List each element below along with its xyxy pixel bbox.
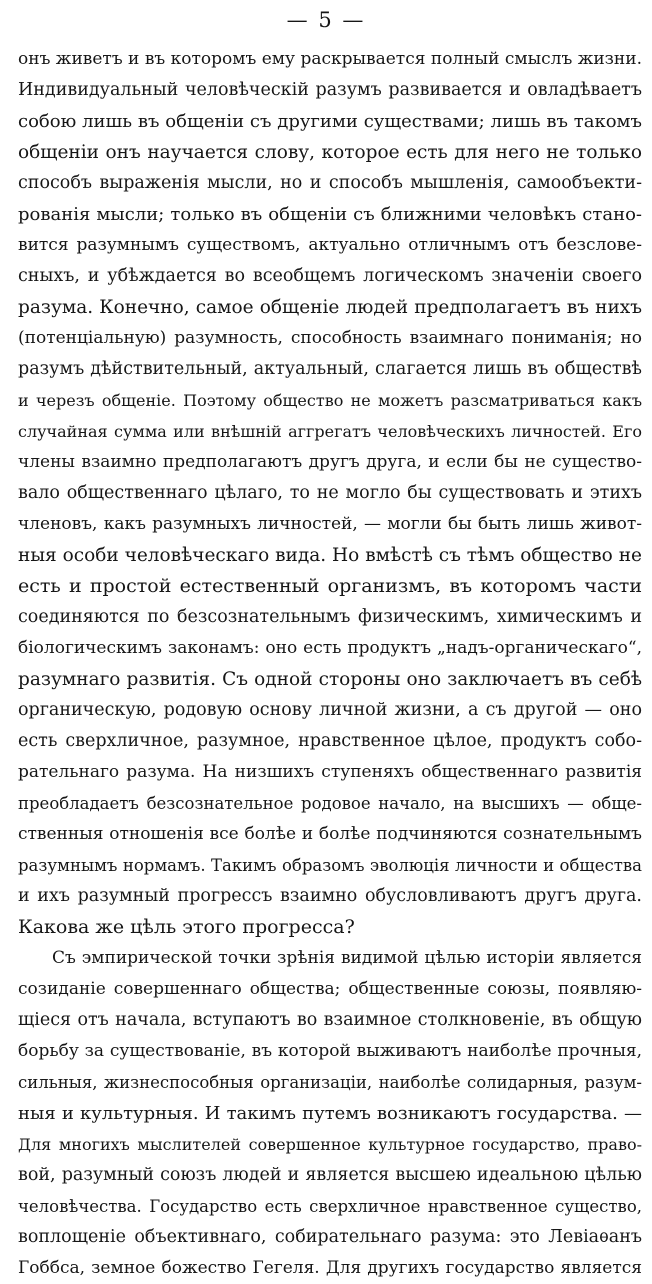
text-line: есть и простой естественный организмъ, въ которомъ части	[18, 575, 642, 597]
text-line: общеніи онъ научается слову, которое есть для него не только	[18, 142, 642, 163]
text-line: щіеся отъ начала, вступаютъ во взаимное столкновеніе, въ общую	[18, 1010, 642, 1030]
text-line: борьбу за существованіе, въ которой выживаютъ наиболѣе прочныя,	[18, 1041, 642, 1061]
text-line: собою лишь въ общеніи съ другими существами; лишь въ такомъ	[18, 111, 642, 132]
text-line: вой, разумный союзъ людей и является высшею идеальною цѣлью	[18, 1165, 642, 1185]
text-line: сныхъ, и убѣждается во всеобщемъ логическомъ значеніи своего	[18, 266, 642, 286]
text-line: Для многихъ мыслителей совершенное культурное государство, право-	[18, 1135, 642, 1154]
text-line: члены взаимно предполагаютъ другъ друга, и если бы не существо-	[18, 452, 642, 472]
text-line: способъ выраженія мысли, но и способъ мышленія, самообъекти-	[18, 173, 642, 193]
text-line: ныя и культурныя. И такимъ путемъ возникаютъ государства. —	[18, 1103, 642, 1124]
text-line: разумнымъ нормамъ. Такимъ образомъ эволюція личности и общества	[18, 856, 642, 875]
text-line: и черезъ общеніе. Поэтому общество не можетъ разсматриваться какъ	[18, 391, 642, 410]
text-line: вится разумнымъ существомъ, актуально отличнымъ отъ безслове-	[18, 235, 642, 255]
text-line: ственныя отношенія все болѣе и болѣе подчиняются сознательнымъ	[18, 824, 642, 844]
page-number: — 5 —	[286, 8, 366, 32]
text-line: рованія мысли; только въ общеніи съ ближними человѣкъ стано-	[18, 204, 642, 225]
text-line: разумъ дѣйствительный, актуальный, слагается лишь въ обществѣ	[18, 359, 642, 379]
text-line: органическую, родовую основу личной жизни, а съ другой — оно	[18, 700, 642, 720]
text-line: онъ живетъ и въ которомъ ему раскрывается полный смыслъ жизни.	[18, 49, 642, 69]
text-line: членовъ, какъ разумныхъ личностей, — могли бы быть лишь живот-	[18, 514, 642, 534]
text-line: Гоббса, земное божество Гегеля. Для другихъ государство является	[18, 1258, 642, 1278]
text-line: Индивидуальный человѣческій разумъ развивается и овладѣваетъ	[18, 80, 642, 100]
text-line: преобладаетъ безсознательное родовое начало, на высшихъ — обще-	[18, 794, 642, 813]
text-line: разума. Конечно, самое общеніе людей предполагаетъ въ нихъ	[18, 297, 642, 318]
text-line: сильныя, жизнеспособныя организаціи, наиболѣе солидарныя, разум-	[18, 1073, 642, 1092]
text-line: ныя особи человѣческаго вида. Но вмѣстѣ съ тѣмъ общество не	[18, 545, 642, 566]
text-line: и ихъ разумный прогрессъ взаимно обусловливаютъ другъ друга.	[18, 886, 642, 906]
text-line: разумнаго развитія. Съ одной стороны оно заключаетъ въ себѣ	[18, 669, 642, 690]
paragraph-end-line: Какова же цѣль этого прогресса?	[18, 916, 355, 938]
text-line: человѣчества. Государство есть сверхличное нравственное существо,	[18, 1197, 642, 1216]
text-line: соединяются по безсознательнымъ физическимъ, химическимъ и	[18, 607, 642, 627]
text-line: есть сверхличное, разумное, нравственное цѣлое, продуктъ собо-	[18, 731, 642, 751]
text-line: воплощеніе объективнаго, собирательнаго разума: это Левіаѳанъ	[18, 1227, 642, 1247]
body-text	[18, 44, 642, 1284]
paragraph-start-line: Съ эмпирической точки зрѣнія видимой цѣлью исторіи является	[52, 948, 642, 968]
text-line: вало общественнаго цѣлаго, то не могло бы существовать и этихъ	[18, 483, 642, 503]
text-line: біологическимъ законамъ: оно есть продуктъ „надъ-органическаго“,	[18, 638, 642, 658]
text-line: рательнаго разума. На низшихъ ступеняхъ общественнаго развитія	[18, 762, 642, 782]
text-line: созиданіе совершеннаго общества; общественные союзы, появляю-	[18, 979, 642, 999]
text-line: случайная сумма или внѣшній аггрегатъ человѣческихъ личностей. Его	[18, 422, 642, 441]
text-line: (потенціальную) разумность, способность взаимнаго пониманія; но	[18, 328, 642, 348]
